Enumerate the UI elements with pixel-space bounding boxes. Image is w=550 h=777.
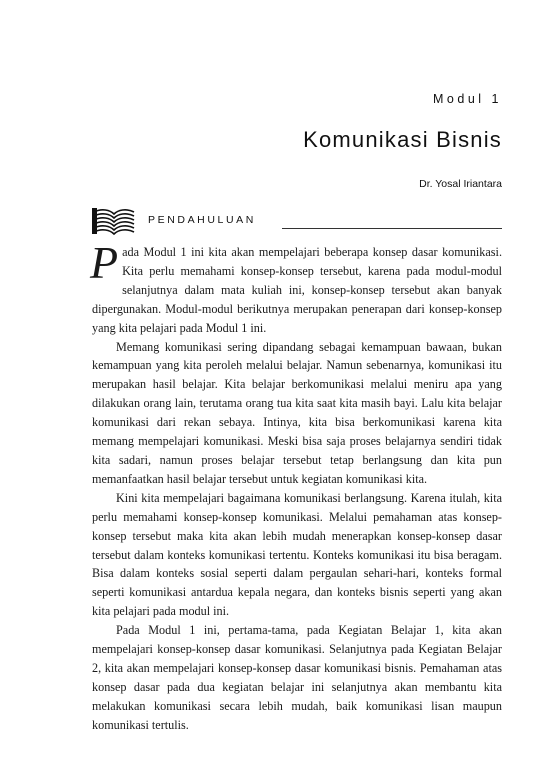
section-title: PENDAHULUAN — [148, 214, 256, 226]
section-divider — [282, 228, 502, 229]
body-text — [90, 237, 502, 735]
author-name: Dr. Yosal Iriantara — [419, 178, 502, 190]
module-label: Modul 1 — [433, 92, 502, 106]
paragraph: Pada Modul 1 ini, pertama-tama, pada Kegiatan Belajar 1, kita akan mempelajari konsep-konsep dasar komunikasi. Selanjutnya pada Kegiatan Belajar 2, kita akan mempelajari konsep-konsep dasar komunikasi bisnis. Pemahaman atas konsep dasar pada dua kegiatan belajar ini selanjutnya akan membantu kita melakukan komunikasi secara lebih mudah, baik komunikasi lisan maupun komunikasi tertulis. — [92, 623, 502, 732]
drop-cap: P — [90, 237, 119, 288]
paragraph: Kini kita mempelajari bagaimana komunikasi berlangsung. Karena itulah, kita perlu memahami konsep-konsep komunikasi. Melalui pemahaman atas konsep-konsep tersebut maka kita akan lebih mudah menerapkan konsep-konsep dasar tersebut dalam konteks komunikasi tertentu. Konteks komunikasi itu bisa beragam. Bisa dalam konteks sosial seperti dalam pergaulan sehari-hari, konteks formal seperti komunikasi antardua kepala negara, dan konteks bisnis seperti yang akan kita pelajari pada modul ini. — [92, 490, 502, 619]
open-book-icon — [92, 206, 136, 236]
section-heading — [92, 206, 502, 236]
paragraph: Pada Modul 1 ini kita akan mempelajari beberapa konsep dasar komunikasi. Kita perlu memahami konsep-konsep tersebut, karena pada modul-modul selanjutnya dalam mata kuliah ini, konsep-konsep tersebut akan banyak dipergunakan. Modul-modul berikutnya merupakan penerapan dari konsep-konsep yang kita pelajari pada Modul 1 ini. — [90, 237, 502, 335]
paragraph: Memang komunikasi sering dipandang sebagai kemampuan bawaan, bukan kemampuan yang kita peroleh melalui belajar. Namun sebenarnya, komunikasi itu merupakan hasil belajar. Kita belajar berkomunikasi melalui meniru apa yang dilakukan orang lain, terutama orang tua kita saat kita masih bayi. Lalu kita belajar komunikasi dari rekan sebaya. Intinya, kita bisa berkomunikasi karena kita memang mempelajari komunikasi. Meski bisa saja proses belajarnya sendiri tidak kita sadari, namun proses belajar tersebut tetap berlangsung dan kita pun memanfaatkan hasil belajar tersebut untuk kegiatan komunikasi kita. — [92, 339, 502, 486]
chapter-title: Komunikasi Bisnis — [303, 127, 502, 152]
